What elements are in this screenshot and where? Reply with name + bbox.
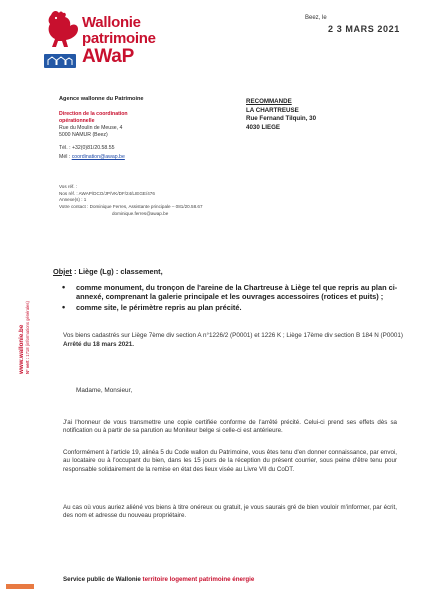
recipient-street: Rue Fernand Tilquin, 30 <box>246 115 317 123</box>
logo-line-awap: AWaP <box>82 46 134 67</box>
object-bullets <box>53 283 405 313</box>
footer-domains: territoire logement patrimoine énergie <box>142 576 255 583</box>
sender-block <box>59 96 219 160</box>
green-number-text <box>25 282 30 374</box>
address-line: 5000 NAMUR (Beez) <box>59 132 108 139</box>
wallonie-patrimoine-logo <box>44 9 164 73</box>
website-text: www.wallonie.be <box>18 324 25 374</box>
object-label: Objet <box>53 267 72 276</box>
awap-badge-icon <box>44 54 76 68</box>
nos-ref: Nos réf. : AWAP/DCO/JP/VK/DF/24/LIEGE/476 <box>59 190 155 196</box>
footer-spw: Service public de Wallonie <box>63 576 143 583</box>
date-stamp: 2 3 MARS 2021 <box>328 24 400 34</box>
object-heading <box>53 267 405 277</box>
body-paragraph-3: Au cas où vous auriez aliéné vos biens à titre onéreux ou gratuit, je vous saurais gré de bien vouloir m'informer, par écrit, des nom et adresse du nouveau propriétaire. <box>63 504 397 520</box>
address-line: Rue du Moulin de Meuse, 4 <box>59 125 123 131</box>
email-label: Mél : <box>59 154 72 161</box>
sender-email <box>59 154 219 160</box>
cadastre-text: Vos biens cadastrés sur Liège 7ème div section A n°1226/2 (P0001) et 1226 K ; Liège 17ème div section B 184 N (P0001) <box>63 332 403 339</box>
recipient-city: 4030 LIEGE <box>246 124 281 132</box>
contact-email: dominique.ferres@awap.be <box>112 210 169 216</box>
recipient-name: LA CHARTREUSE <box>246 106 299 114</box>
body-paragraph-2: Conformément à l'article 19, alinéa 5 du Code wallon du Patrimoine, vous êtes tenu d'en donner connaissance, par envoi, au locataire ou à l'occupant du bien, dans les 15 jours de la réception du présent courrier, sous peine d'être tenu pour responsable solidairement de la remise en état des lieux visée au Livre VII du CoDT. <box>63 449 397 473</box>
direction-name: Direction de la coordination opérationnelle <box>59 111 128 124</box>
recipient-block <box>246 98 316 133</box>
object-section <box>53 267 405 314</box>
object-title: : Liège (Lg) : classement, <box>71 267 163 276</box>
agency-name: Agence wallonne du Patrimoine <box>59 96 144 102</box>
green-number-value: 1718 (informations générales) <box>25 301 31 358</box>
references-block <box>59 184 359 217</box>
vos-ref: Vos réf. : <box>59 184 78 189</box>
salutation: Madame, Monsieur, <box>76 387 133 394</box>
logo-line-patrimoine: patrimoine <box>82 30 156 47</box>
email-link[interactable]: coordination@awap.be <box>71 154 125 161</box>
contact-line: Votre contact : Dominique Ferres, Assistante principale – 081/20.58.67 <box>59 203 203 209</box>
list-item: • comme site, le périmètre repris au plan précité. <box>76 303 405 313</box>
corner-mark <box>6 584 34 589</box>
list-item: • comme monument, du tronçon de l'areine de la Chartreuse à Liège tel que repris au plan ci-annexé, comprenant la galerie principale et les ouvrages accessoires (rotices et puits) ; <box>76 283 405 302</box>
side-info <box>18 282 40 374</box>
rooster-icon <box>44 9 80 49</box>
footer-tagline <box>63 576 254 583</box>
cadastre-block <box>63 332 403 349</box>
sender-phone: Tél. : +32(0)81/20.58.55 <box>59 145 115 152</box>
date-place: Beez, le <box>305 15 327 21</box>
body-paragraph-1: J'ai l'honneur de vous transmettre une copie certifiée conforme de l'arrêté précité. Celui-ci prend ses effets dès sa notification ou à partir de sa parution au Moniteur belge si celle-ci est antérieure. <box>63 419 397 435</box>
decree-date: Arrêté du 18 mars 2021. <box>63 340 135 348</box>
sender-address <box>59 125 219 139</box>
logo-line-wallonie: Wallonie <box>82 14 141 31</box>
green-number-label: N° vert : <box>25 357 31 374</box>
recipient-mode: RECOMMANDE <box>246 98 292 105</box>
annexes: Annexe(s) : 1 <box>59 197 87 203</box>
